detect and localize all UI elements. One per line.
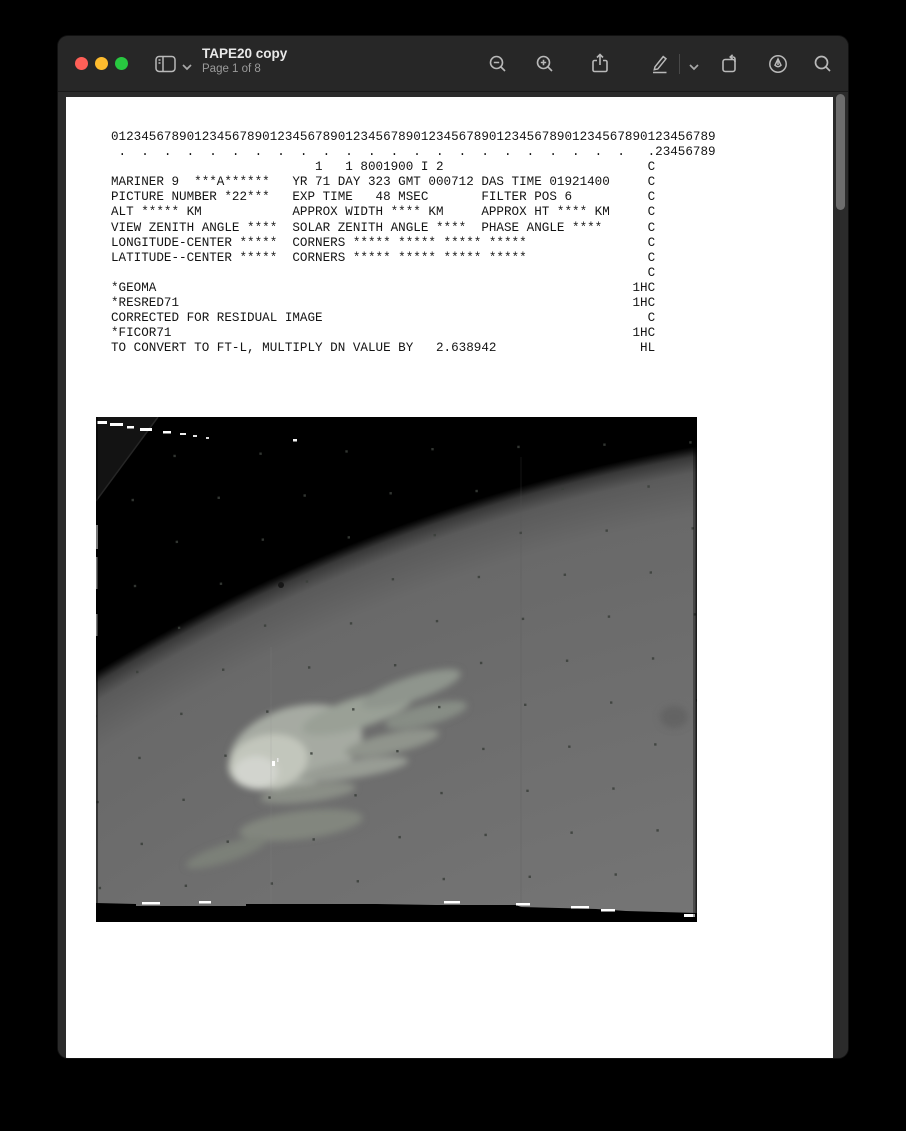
- pdf-page: [66, 97, 833, 1058]
- document-view: [58, 92, 848, 1058]
- printout-line: LATITUDE--CENTER ***** CORNERS ***** ***** ***** ***** C: [111, 250, 656, 265]
- chevron-down-icon[interactable]: [179, 56, 203, 80]
- markup-icon[interactable]: [648, 52, 672, 76]
- printout-line: MARINER 9 ***A****** YR 71 DAY 323 GMT 000712 DAS TIME 01921400 C: [111, 175, 656, 190]
- printout-line: 01234567890123456789012345678901234567890123456789012345678901234567890123456789: [111, 130, 716, 144]
- preview-window: [58, 36, 848, 1058]
- printout-line: *GEOMA 1HC: [111, 280, 656, 295]
- printout-line: PICTURE NUMBER *22*** EXP TIME 48 MSEC FILTER POS 6 C: [111, 190, 656, 205]
- zoom-in-icon[interactable]: [533, 52, 557, 76]
- printout-line: *FICOR71 1HC: [111, 326, 656, 341]
- printout-line: *RESRED71 1HC: [111, 296, 656, 311]
- scrollbar-thumb[interactable]: [836, 94, 845, 210]
- window-title-block: [202, 45, 287, 77]
- printout-line: . . . . . . . . . . . . . . . . . . . . . . . .23456789: [111, 145, 716, 160]
- printout-text: [111, 130, 716, 356]
- titlebar[interactable]: [58, 36, 848, 92]
- page-indicator: Page 1 of 8: [202, 63, 261, 75]
- printout-line: 1 1 8001900 I 2 C: [111, 160, 656, 175]
- mars-photo: [96, 417, 697, 922]
- writing-tools-icon[interactable]: [766, 52, 790, 76]
- zoom-window-button[interactable]: [115, 57, 128, 70]
- printout-line: C: [111, 265, 656, 280]
- printout-line: VIEW ZENITH ANGLE **** SOLAR ZENITH ANGLE **** PHASE ANGLE **** C: [111, 220, 656, 235]
- rotate-icon[interactable]: [719, 52, 743, 76]
- search-icon[interactable]: [811, 52, 835, 76]
- printout-line: TO CONVERT TO FT-L, MULTIPLY DN VALUE BY 2.638942 HL: [111, 341, 656, 356]
- share-icon[interactable]: [588, 52, 612, 76]
- markup-chevron-icon[interactable]: [685, 56, 709, 80]
- toolbar-separator: [679, 54, 680, 74]
- window-title: TAPE20 copy: [202, 46, 288, 61]
- printout-line: LONGITUDE-CENTER ***** CORNERS ***** ***** ***** ***** C: [111, 235, 656, 250]
- close-button[interactable]: [75, 57, 88, 70]
- printout-line: ALT ***** KM APPROX WIDTH **** KM APPROX HT **** KM C: [111, 205, 656, 220]
- scrollbar-track[interactable]: [833, 92, 848, 1058]
- printout-line: CORRECTED FOR RESIDUAL IMAGE C: [111, 311, 656, 326]
- zoom-out-icon[interactable]: [486, 52, 510, 76]
- minimize-button[interactable]: [95, 57, 108, 70]
- sidebar-icon[interactable]: [154, 52, 178, 76]
